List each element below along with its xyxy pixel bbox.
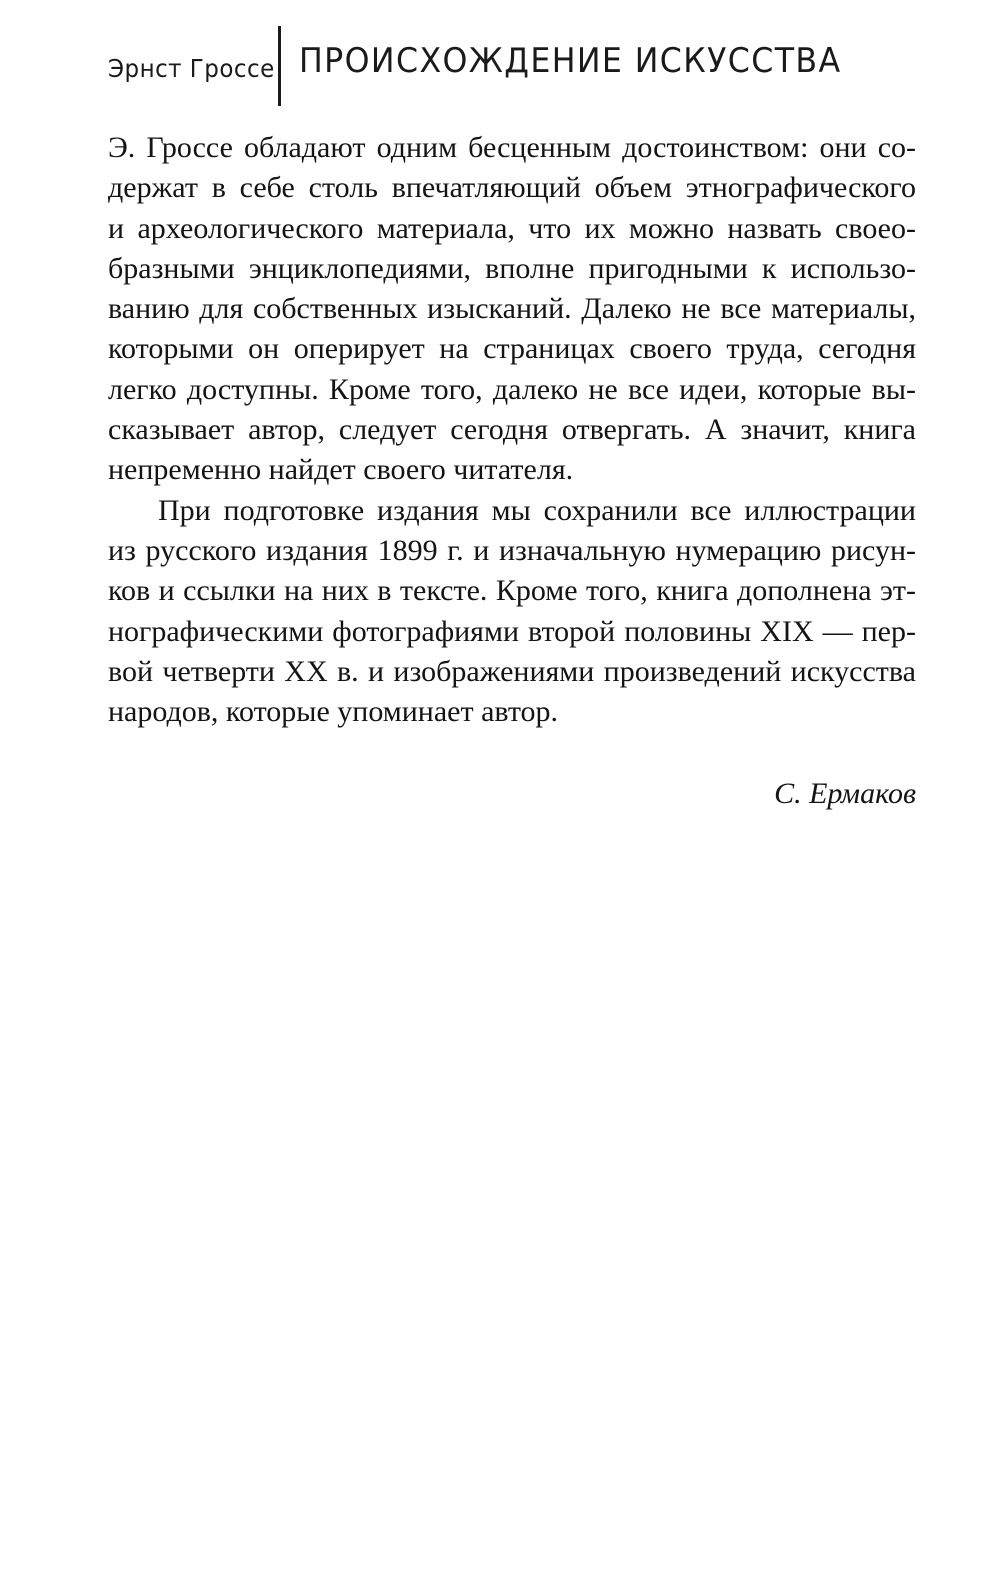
text-line: легко доступны. Кроме того, далеко не все идеи, которые вы- bbox=[108, 372, 916, 406]
text-line: держат в себе столь впечатляющий объем этнографического bbox=[108, 171, 916, 205]
text-line: При подготовке издания мы сохранили все иллюстрации bbox=[158, 493, 916, 527]
text-line: Э. Гроссе обладают одним бесценным достоинством: они со- bbox=[108, 131, 916, 164]
signature: С. Ермаков bbox=[774, 777, 916, 810]
paragraph-1 bbox=[108, 128, 916, 491]
text-line: из русского издания 1899 г. и изначальную нумерацию рисун- bbox=[108, 533, 916, 567]
text-line: ков и ссылки на них в тексте. Кроме того, книга дополнена эт- bbox=[108, 574, 916, 608]
text-line: народов, которые упоминает автор. bbox=[108, 695, 559, 729]
running-head bbox=[108, 26, 882, 106]
text-line: бразными энциклопедиями, вполне пригодными к использо- bbox=[108, 251, 916, 285]
text-line: сказывает автор, следует сегодня отвергать. А значит, книга bbox=[108, 413, 916, 447]
text-line: непременно найдет своего читателя. bbox=[108, 453, 574, 487]
text-line: ванию для собственных изысканий. Далеко не все материалы, bbox=[108, 292, 916, 326]
text-line: и археологического материала, что их можно назвать своео- bbox=[108, 211, 916, 245]
paragraph-2 bbox=[108, 491, 916, 733]
running-head-divider bbox=[278, 26, 281, 106]
text-line: которыми он оперирует на страницах своего труда, сегодня bbox=[108, 332, 916, 366]
body-text bbox=[108, 128, 916, 732]
text-line: нографическими фотографиями второй половины XIX — пер- bbox=[108, 614, 916, 648]
running-head-title: ПРОИСХОЖДЕНИЕ ИСКУССТВА bbox=[299, 41, 842, 81]
text-line: вой четверти XX в. и изображениями произведений искусства bbox=[108, 654, 916, 688]
running-head-author: Эрнст Гроссе bbox=[108, 53, 275, 83]
